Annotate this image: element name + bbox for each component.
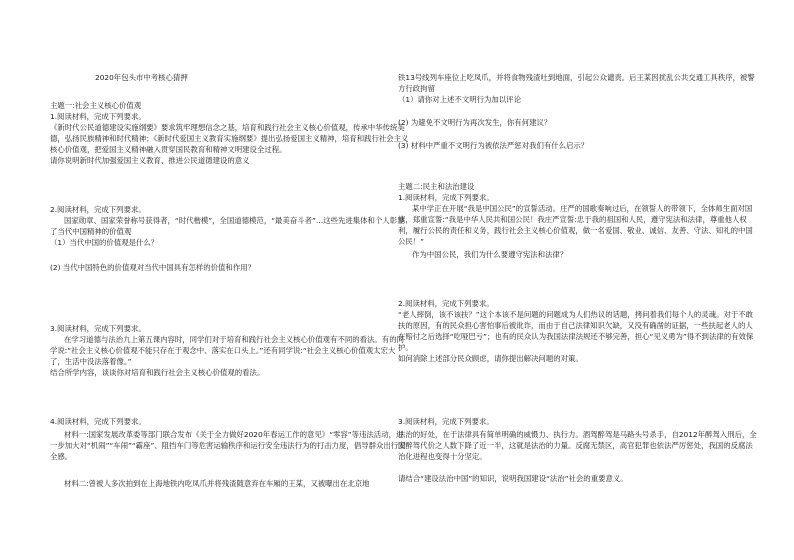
r-q3-label: 3.阅读材料，完成下列要求。 [398,417,494,426]
r-q1-body: 某中学正在开展“我是中国公民”的宣誓活动。庄严的国歌奏响过后，在领誓人的带领下，全体师生面对国旗，郑重宣誓:“我是中华人民共和国公民！我庄严宣誓:忠于我的祖国和人民，遵守宪法和法律，尊重他人权利，履行公民的责任和义务，践行社会主义核心价值观，做一名爱国、敬业、诚信、友善、守法、知礼的中国公民！” [398,204,753,247]
q4-sub2: (2) 为避免不文明行为再次发生，你有何建议？ [398,118,552,127]
q1-label: 1.阅读材料，完成下列要求。 [50,112,146,121]
q4-continued: 铁13号线列车座位上吃凤爪，并将食物残渣吐到地面，引起公众谴责。后王某因扰乱公共交通工具秩序，被警方行政拘留 [398,73,755,94]
q1-ask: 请你说明新时代加强爱国主义教育、推进公民道德建设的意义 [50,156,250,165]
q2-sub1: （1）当代中国的价值观是什么？ [50,238,159,247]
q2-body: 国家勋章、国家荣誉称号获得者，“时代楷模”，全国道德模范，“最美奋斗者”…这些先进集体和个人彰显了当代中国精神的价值观 [50,216,405,237]
r-q2-label: 2.阅读材料，完成下列要求。 [398,299,494,308]
q2-sub2: (2) 当代中国特色的价值观对当代中国具有怎样的价值和作用？ [50,263,255,272]
q3-body: 在学习道德与法治九上第五课内容时，同学们对于培育和践行社会主义核心价值观有不同的看法。有的同学说:“社会主义核心价值观不能只存在于观念中、落实在口头上。”还有同学说:“社会主义核心价值观太宏大了，生活中没法落着像。” [50,335,404,367]
q4-sub1: （1）请你对上述不文明行为加以评论 [398,95,521,104]
document-title: 2020年包头市中考核心猜押 [95,73,188,82]
theme1-heading: 主题一:社会主义核心价值观 [50,101,142,110]
q4-label: 4.阅读材料，完成下列要求。 [50,417,146,426]
q4-material1: 材料一:国家发展改革委等部门联合发布《关于全力做好2020年春运工作的意见》“零容”等违法活动，进一步加大对“机闹”“车闹”“霸座”、阻挡车门等危害运输秩序和运行安全违法行为的打击力度，倡导群众出行安全感。 [50,430,406,462]
theme2-heading: 主题二:民主和法治建设 [398,182,475,191]
r-q3-body: 法治的好处，在于法律具有简单明确的威慑力、执行力。酒驾醉驾是马路头号杀手，自2012年醉驾入刑后，全国醉驾代价之人数下降了近一半，这就是法治的力量。反腐无禁区，高官犯罪也依法严厉惩处，我国的反腐法治化进程也变得十分坚定。 [398,430,757,462]
q1-body: 《新时代公民道德建设实施纲要》要求筑牢理想信念之基，培育和践行社会主义核心价值观，传承中华传统美德，弘扬民族精神和时代精神；《新时代爱国主义教育实施纲要》提出弘扬爱国主义精神，培育和践行社会主义核心价值观，把爱国主义精神融入贯穿国民教育和精神文明建设全过程。 [50,123,409,155]
q2-label: 2.阅读材料，完成下列要求。 [50,205,146,214]
q4-sub3: (3) 材料中严重不文明行为被依法严惩对我们有什么启示？ [398,141,589,150]
q3-ask: 结合所学内容，谈谈你对培育和践行社会主义核心价值观的看法。 [50,368,265,377]
r-q1-ask: 作为中国公民，我们为什么要遵守宪法和法律？ [412,250,568,259]
q4-material2: 材料二:曾被人多次拍到在上海地铁内吃凤爪并将残渣随意弃在车厢的王某，又被曝出在北京地 [64,479,370,488]
r-q2-body: “老人摔倒，该不该扶？”这个本该不是问题的问题成为人们热议的话题，拷问着我们每个人的灵魂。对于不敢扶的原因，有的民众担心害怕事后被讹诈，而由于自己法律知识欠缺，又没有确凿的证据，一些扶起老人的人在赔付之后选择“吃哑巴亏”；也有的民众认为我国法律法规还不够完善，担心“见义勇为”得不到法律的有效保护。 [398,310,754,353]
r-q3-ask: 请结合“建设法治中国”的知识，说明我国建设“法治”社会的重要意义。 [398,474,628,483]
q3-label: 3.阅读材料，完成下列要求。 [50,324,146,333]
r-q2-ask: 如何消除上述部分民众顾虑，请你提出解决问题的对策。 [398,354,583,363]
r-q1-label: 1.阅读材料，完成下列要求。 [398,193,494,202]
